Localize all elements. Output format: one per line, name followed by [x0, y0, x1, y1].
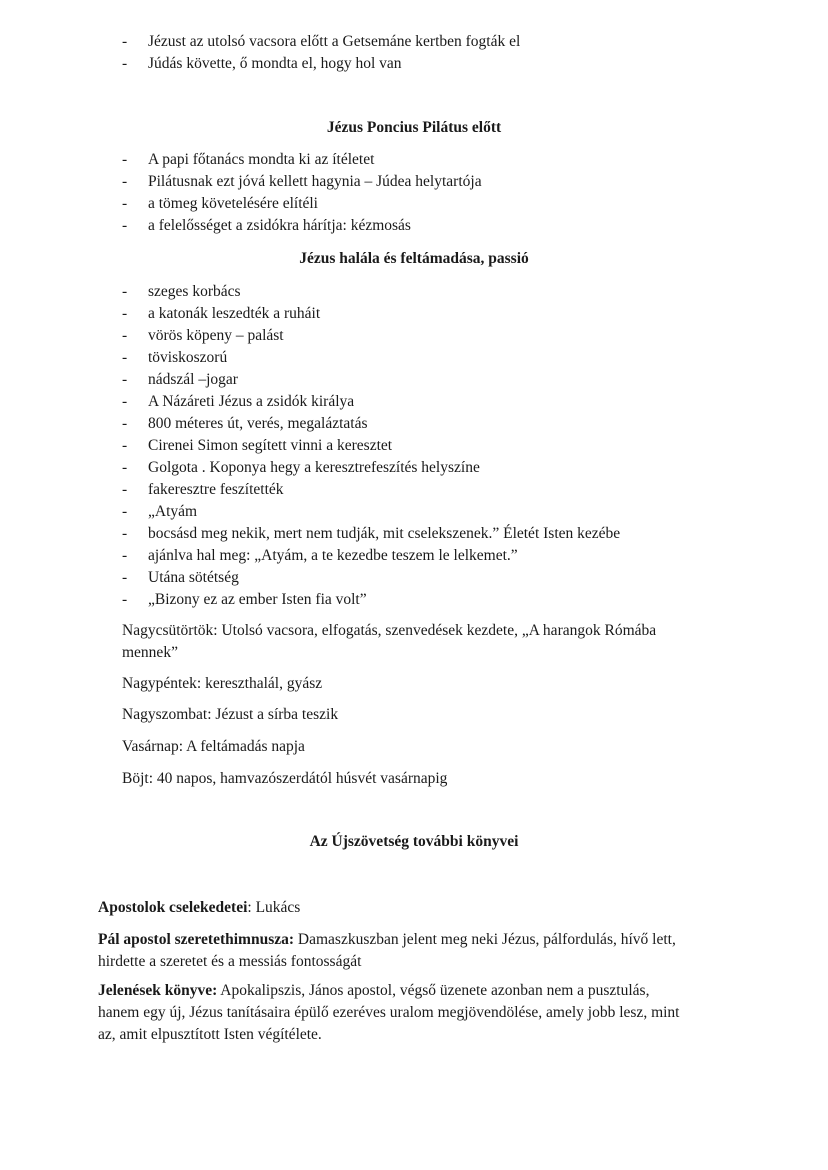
list-item: - Júdás követte, ő mondta el, hogy hol van [122, 55, 402, 72]
paragraph-pal: Pál apostol szeretethimnusza: Damaszkuszban jelent meg neki Jézus, pálfordulás, hívő lett, hirdette a szeretet és a messiás fontosságát [98, 931, 676, 970]
passion-list [0, 281, 828, 611]
section-heading-new-testament: Az Újszövetség további könyvei [309, 833, 519, 850]
list-item: - töviskoszorú [122, 349, 228, 366]
list-item: - a katonák leszedték a ruháit [122, 305, 321, 322]
list-item: - vörös köpeny – palást [122, 327, 284, 344]
list-item: - A papi főtanács mondta ki az ítéletet [122, 151, 375, 168]
section-heading-pilate: Jézus Poncius Pilátus előtt [326, 119, 502, 136]
paragraph-bojt: Böjt: 40 napos, hamvazószerdától húsvét vasárnapig [122, 770, 448, 787]
paragraph-apcsel: Apostolok cselekedetei: Lukács [98, 899, 301, 916]
list-item: - Jézust az utolsó vacsora előtt a Getsemáne kertben fogták el [122, 33, 521, 50]
paragraph-nagycsutortok: Nagycsütörtök: Utolsó vacsora, elfogatás, szenvedések kezdete, „A harangok Rómába mennek” [122, 622, 657, 661]
list-item: - bocsásd meg nekik, mert nem tudják, mit cselekszenek.” Életét Isten kezébe [122, 525, 621, 542]
paragraph-nagypentek: Nagypéntek: kereszthalál, gyász [122, 675, 323, 692]
paragraph-nagyszombat: Nagyszombat: Jézust a sírba teszik [122, 706, 339, 723]
list-item: - nádszál –jogar [122, 371, 238, 388]
pilate-list [0, 149, 828, 237]
list-item: - Pilátusnak ezt jóvá kellett hagynia – Júdea helytartója [122, 173, 482, 190]
paragraph-vasarnap: Vasárnap: A feltámadás napja [122, 738, 305, 755]
section-heading-passion: Jézus halála és feltámadása, passió [299, 250, 529, 267]
list-item: - Utána sötétség [122, 569, 239, 586]
list-item: - fakeresztre feszítették [122, 481, 284, 498]
list-item: - a felelősséget a zsidókra hárítja: kézmosás [122, 217, 411, 234]
paragraph-jelenesek: Jelenések könyve: Apokalipszis, János apostol, végső üzenete azonban nem a pusztulás, hanem egy új, Jézus tanításaira épülő ezeréves uralom megjövendölése, amely jobb lesz, mint az, amit elpusztított Isten végítélete. [98, 982, 680, 1043]
list-item: - szeges korbács [122, 283, 241, 300]
list-item: - „Atyám [122, 503, 198, 520]
list-item: - „Bizony ez az ember Isten fia volt” [122, 591, 367, 608]
list-item: - Golgota . Koponya hegy a keresztrefeszítés helyszíne [122, 459, 480, 476]
list-item: - 800 méteres út, verés, megaláztatás [122, 415, 368, 432]
list-item: - a tömeg követelésére elítéli [122, 195, 318, 212]
arrest-list [0, 31, 828, 75]
list-item: - Cirenei Simon segített vinni a keresztet [122, 437, 393, 454]
list-item: - A Názáreti Jézus a zsidók királya [122, 393, 355, 410]
list-item: - ajánlva hal meg: „Atyám, a te kezedbe teszem le lelkemet.” [122, 547, 518, 564]
